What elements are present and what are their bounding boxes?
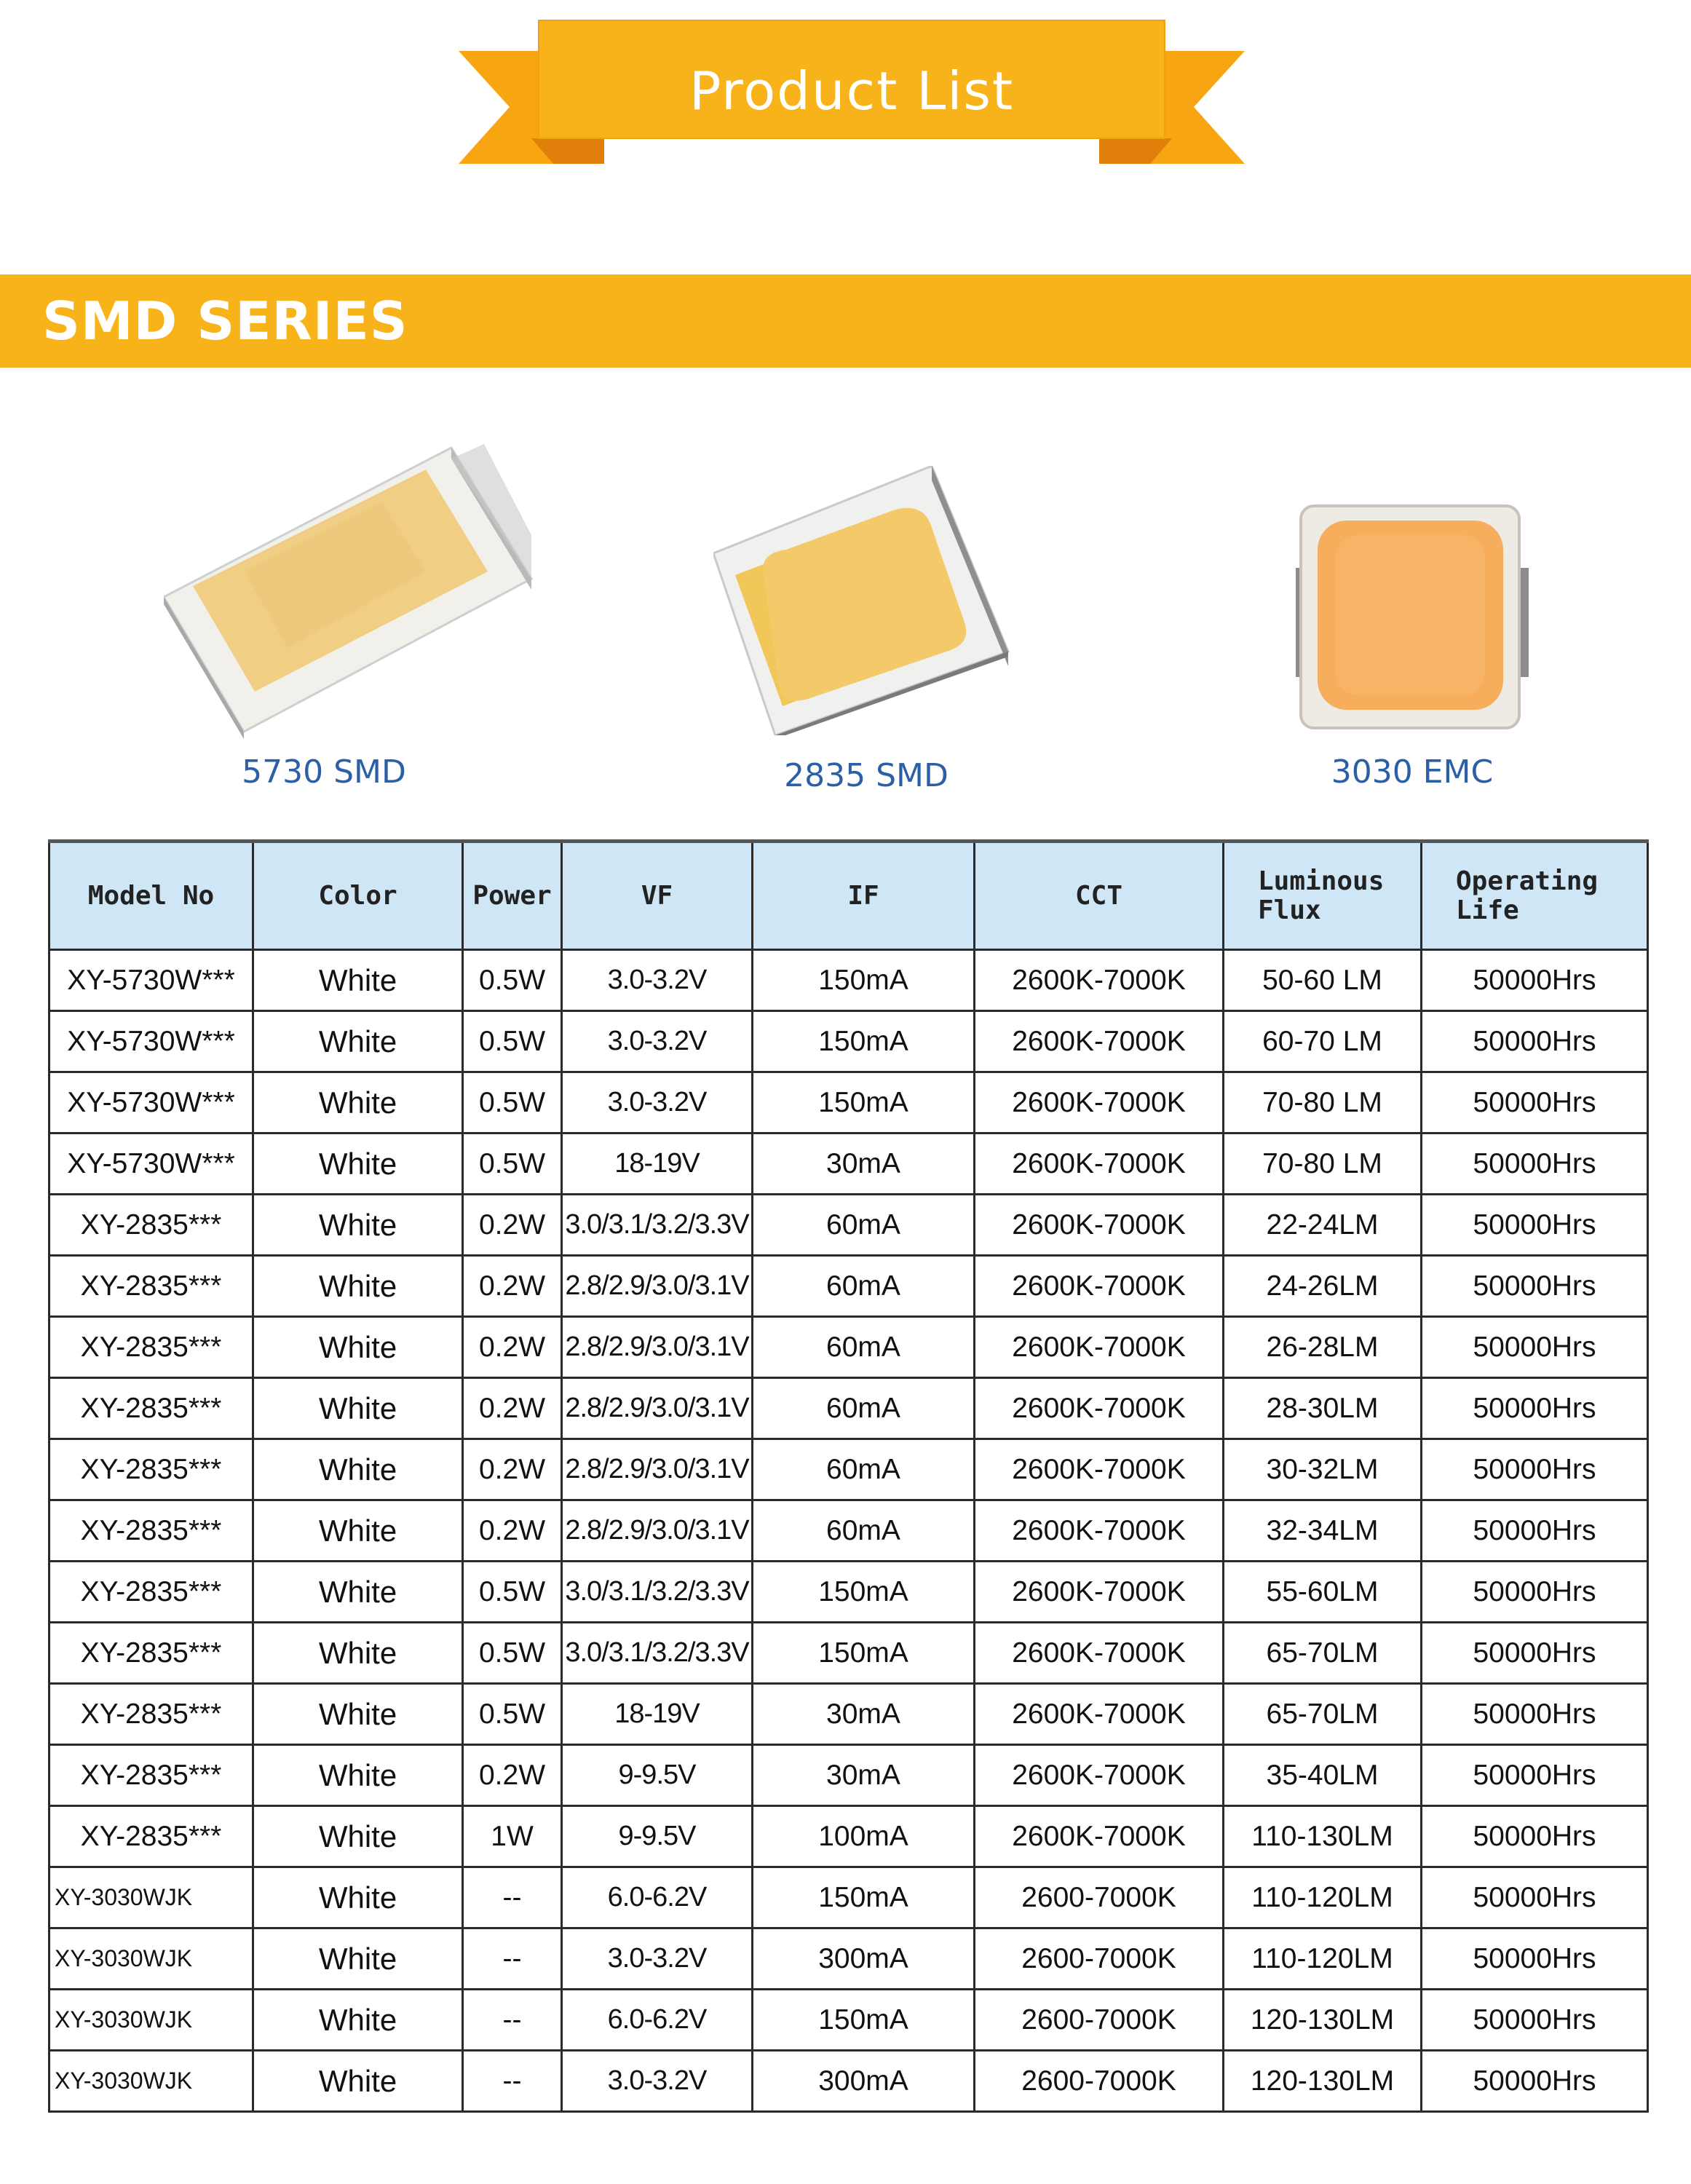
header-vf: VF	[562, 842, 753, 950]
cell-color: White	[253, 1990, 463, 2051]
cell-power: 0.5W	[463, 1623, 562, 1684]
cell-model: XY-2835***	[49, 1256, 253, 1317]
cell-if: 30mA	[753, 1745, 975, 1806]
cell-model: XY-3030WJK	[49, 1867, 253, 1928]
table-row	[49, 1011, 1648, 1072]
cell-power: 0.2W	[463, 1317, 562, 1378]
cell-cct: 2600K-7000K	[975, 1011, 1224, 1072]
cell-operating-life: 50000Hrs	[1422, 1439, 1648, 1500]
cell-vf: 2.8/2.9/3.0/3.1V	[562, 1378, 753, 1439]
cell-vf: 3.0-3.2V	[562, 1011, 753, 1072]
cell-operating-life: 50000Hrs	[1422, 1684, 1648, 1745]
cell-vf: 9-9.5V	[562, 1745, 753, 1806]
led-3030-image	[1292, 502, 1532, 735]
cell-color: White	[253, 1867, 463, 1928]
cell-color: White	[253, 1806, 463, 1867]
cell-if: 300mA	[753, 1928, 975, 1990]
cell-cct: 2600K-7000K	[975, 1623, 1224, 1684]
cell-cct: 2600K-7000K	[975, 1133, 1224, 1195]
product-2835	[713, 466, 1012, 794]
cell-vf: 2.8/2.9/3.0/3.1V	[562, 1317, 753, 1378]
cell-vf: 9-9.5V	[562, 1806, 753, 1867]
cell-cct: 2600K-7000K	[975, 1439, 1224, 1500]
table-row	[49, 1562, 1648, 1623]
cell-color: White	[253, 1378, 463, 1439]
cell-model: XY-3030WJK	[49, 1928, 253, 1990]
cell-model: XY-5730W***	[49, 1133, 253, 1195]
cell-if: 150mA	[753, 950, 975, 1011]
table-row	[49, 1133, 1648, 1195]
table-row	[49, 950, 1648, 1011]
cell-vf: 3.0/3.1/3.2/3.3V	[562, 1562, 753, 1623]
cell-vf: 2.8/2.9/3.0/3.1V	[562, 1256, 753, 1317]
cell-luminous-flux: 110-120LM	[1224, 1928, 1422, 1990]
cell-cct: 2600K-7000K	[975, 1072, 1224, 1133]
cell-if: 30mA	[753, 1684, 975, 1745]
table-row	[49, 1378, 1648, 1439]
cell-model: XY-5730W***	[49, 950, 253, 1011]
cell-power: 0.2W	[463, 1195, 562, 1256]
cell-if: 60mA	[753, 1256, 975, 1317]
cell-vf: 6.0-6.2V	[562, 1990, 753, 2051]
cell-luminous-flux: 26-28LM	[1224, 1317, 1422, 1378]
cell-model: XY-2835***	[49, 1378, 253, 1439]
cell-model: XY-2835***	[49, 1439, 253, 1500]
table-row	[49, 1806, 1648, 1867]
cell-color: White	[253, 1439, 463, 1500]
cell-vf: 3.0-3.2V	[562, 950, 753, 1011]
cell-cct: 2600K-7000K	[975, 1317, 1224, 1378]
cell-operating-life: 50000Hrs	[1422, 1928, 1648, 1990]
cell-operating-life: 50000Hrs	[1422, 1623, 1648, 1684]
cell-power: 0.2W	[463, 1500, 562, 1562]
cell-vf: 2.8/2.9/3.0/3.1V	[562, 1439, 753, 1500]
cell-model: XY-5730W***	[49, 1072, 253, 1133]
cell-color: White	[253, 1623, 463, 1684]
cell-operating-life: 50000Hrs	[1422, 1867, 1648, 1928]
cell-if: 150mA	[753, 1623, 975, 1684]
cell-luminous-flux: 28-30LM	[1224, 1378, 1422, 1439]
table-row	[49, 1867, 1648, 1928]
cell-if: 60mA	[753, 1500, 975, 1562]
table-row	[49, 1990, 1648, 2051]
spec-table	[48, 839, 1649, 2113]
cell-operating-life: 50000Hrs	[1422, 2051, 1648, 2112]
cell-operating-life: 50000Hrs	[1422, 1256, 1648, 1317]
cell-operating-life: 50000Hrs	[1422, 1317, 1648, 1378]
cell-vf: 18-19V	[562, 1684, 753, 1745]
cell-cct: 2600K-7000K	[975, 1745, 1224, 1806]
cell-luminous-flux: 120-130LM	[1224, 1990, 1422, 2051]
cell-power: 0.5W	[463, 1011, 562, 1072]
cell-color: White	[253, 1317, 463, 1378]
cell-luminous-flux: 24-26LM	[1224, 1256, 1422, 1317]
header-operating-life: Operating Life	[1422, 842, 1648, 950]
cell-if: 30mA	[753, 1133, 975, 1195]
cell-color: White	[253, 1011, 463, 1072]
cell-cct: 2600-7000K	[975, 2051, 1224, 2112]
cell-if: 100mA	[753, 1806, 975, 1867]
product-label-3030: 3030 EMC	[1331, 753, 1494, 791]
table-body	[49, 950, 1648, 2112]
cell-operating-life: 50000Hrs	[1422, 1745, 1648, 1806]
cell-cct: 2600K-7000K	[975, 950, 1224, 1011]
cell-vf: 3.0/3.1/3.2/3.3V	[562, 1195, 753, 1256]
led-5730-image	[164, 440, 542, 739]
cell-luminous-flux: 110-130LM	[1224, 1806, 1422, 1867]
cell-luminous-flux: 50-60 LM	[1224, 950, 1422, 1011]
cell-cct: 2600K-7000K	[975, 1500, 1224, 1562]
cell-power: 0.5W	[463, 950, 562, 1011]
cell-if: 150mA	[753, 1867, 975, 1928]
cell-cct: 2600-7000K	[975, 1990, 1224, 2051]
cell-power: 1W	[463, 1806, 562, 1867]
cell-model: XY-3030WJK	[49, 2051, 253, 2112]
cell-operating-life: 50000Hrs	[1422, 1806, 1648, 1867]
cell-model: XY-2835***	[49, 1317, 253, 1378]
cell-luminous-flux: 35-40LM	[1224, 1745, 1422, 1806]
cell-model: XY-2835***	[49, 1195, 253, 1256]
cell-model: XY-5730W***	[49, 1011, 253, 1072]
cell-luminous-flux: 65-70LM	[1224, 1684, 1422, 1745]
cell-power: 0.2W	[463, 1439, 562, 1500]
cell-power: --	[463, 2051, 562, 2112]
cell-vf: 18-19V	[562, 1133, 753, 1195]
cell-if: 60mA	[753, 1317, 975, 1378]
cell-color: White	[253, 1928, 463, 1990]
cell-if: 300mA	[753, 2051, 975, 2112]
cell-cct: 2600K-7000K	[975, 1195, 1224, 1256]
cell-cct: 2600K-7000K	[975, 1562, 1224, 1623]
cell-if: 60mA	[753, 1195, 975, 1256]
cell-operating-life: 50000Hrs	[1422, 1195, 1648, 1256]
cell-color: White	[253, 950, 463, 1011]
cell-model: XY-2835***	[49, 1684, 253, 1745]
led-2835-image	[713, 466, 1012, 735]
table-row	[49, 1439, 1648, 1500]
cell-color: White	[253, 1745, 463, 1806]
table-row	[49, 1745, 1648, 1806]
cell-model: XY-2835***	[49, 1623, 253, 1684]
section-title: SMD SERIES	[42, 290, 408, 352]
cell-cct: 2600K-7000K	[975, 1378, 1224, 1439]
table-row	[49, 1928, 1648, 1990]
cell-cct: 2600K-7000K	[975, 1256, 1224, 1317]
cell-luminous-flux: 120-130LM	[1224, 2051, 1422, 2112]
table-row	[49, 1072, 1648, 1133]
product-label-5730: 5730 SMD	[242, 753, 406, 791]
table-row	[49, 2051, 1648, 2112]
cell-cct: 2600-7000K	[975, 1928, 1224, 1990]
cell-operating-life: 50000Hrs	[1422, 1133, 1648, 1195]
cell-vf: 3.0-3.2V	[562, 2051, 753, 2112]
header-if: IF	[753, 842, 975, 950]
table-row	[49, 1500, 1648, 1562]
cell-color: White	[253, 1195, 463, 1256]
table-row	[49, 1256, 1648, 1317]
table-row	[49, 1317, 1648, 1378]
cell-if: 150mA	[753, 1990, 975, 2051]
cell-operating-life: 50000Hrs	[1422, 1990, 1648, 2051]
cell-power: --	[463, 1990, 562, 2051]
cell-power: 0.2W	[463, 1378, 562, 1439]
cell-luminous-flux: 22-24LM	[1224, 1195, 1422, 1256]
header-color: Color	[253, 842, 463, 950]
cell-operating-life: 50000Hrs	[1422, 1562, 1648, 1623]
cell-cct: 2600-7000K	[975, 1867, 1224, 1928]
cell-operating-life: 50000Hrs	[1422, 1011, 1648, 1072]
cell-color: White	[253, 1256, 463, 1317]
product-list-banner	[459, 15, 1245, 182]
cell-color: White	[253, 1072, 463, 1133]
cell-model: XY-2835***	[49, 1562, 253, 1623]
cell-model: XY-3030WJK	[49, 1990, 253, 2051]
product-5730	[164, 440, 542, 791]
cell-if: 150mA	[753, 1562, 975, 1623]
cell-operating-life: 50000Hrs	[1422, 1378, 1648, 1439]
cell-if: 150mA	[753, 1072, 975, 1133]
cell-vf: 3.0-3.2V	[562, 1072, 753, 1133]
cell-power: 0.2W	[463, 1745, 562, 1806]
cell-cct: 2600K-7000K	[975, 1684, 1224, 1745]
header-power: Power	[463, 842, 562, 950]
cell-color: White	[253, 1562, 463, 1623]
header-cct: CCT	[975, 842, 1224, 950]
cell-operating-life: 50000Hrs	[1422, 1072, 1648, 1133]
cell-model: XY-2835***	[49, 1500, 253, 1562]
cell-power: --	[463, 1867, 562, 1928]
cell-power: 0.5W	[463, 1072, 562, 1133]
cell-power: 0.5W	[463, 1684, 562, 1745]
cell-power: --	[463, 1928, 562, 1990]
cell-vf: 6.0-6.2V	[562, 1867, 753, 1928]
cell-luminous-flux: 65-70LM	[1224, 1623, 1422, 1684]
cell-color: White	[253, 1500, 463, 1562]
table-row	[49, 1195, 1648, 1256]
cell-if: 60mA	[753, 1439, 975, 1500]
cell-power: 0.2W	[463, 1256, 562, 1317]
cell-luminous-flux: 55-60LM	[1224, 1562, 1422, 1623]
cell-power: 0.5W	[463, 1562, 562, 1623]
cell-luminous-flux: 60-70 LM	[1224, 1011, 1422, 1072]
cell-model: XY-2835***	[49, 1745, 253, 1806]
cell-model: XY-2835***	[49, 1806, 253, 1867]
cell-vf: 3.0-3.2V	[562, 1928, 753, 1990]
header-model-no: Model No	[49, 842, 253, 950]
cell-if: 60mA	[753, 1378, 975, 1439]
cell-luminous-flux: 32-34LM	[1224, 1500, 1422, 1562]
cell-cct: 2600K-7000K	[975, 1806, 1224, 1867]
section-bar	[0, 274, 1691, 368]
product-3030	[1292, 502, 1532, 791]
cell-color: White	[253, 1133, 463, 1195]
table-row	[49, 1684, 1648, 1745]
cell-if: 150mA	[753, 1011, 975, 1072]
table-row	[49, 1623, 1648, 1684]
product-label-2835: 2835 SMD	[784, 757, 949, 794]
cell-luminous-flux: 110-120LM	[1224, 1867, 1422, 1928]
cell-operating-life: 50000Hrs	[1422, 950, 1648, 1011]
table-header-row	[49, 842, 1648, 950]
cell-color: White	[253, 1684, 463, 1745]
cell-luminous-flux: 30-32LM	[1224, 1439, 1422, 1500]
cell-power: 0.5W	[463, 1133, 562, 1195]
banner-title: Product List	[689, 60, 1015, 122]
header-luminous-flux: Luminous Flux	[1224, 842, 1422, 950]
cell-operating-life: 50000Hrs	[1422, 1500, 1648, 1562]
cell-luminous-flux: 70-80 LM	[1224, 1072, 1422, 1133]
cell-luminous-flux: 70-80 LM	[1224, 1133, 1422, 1195]
cell-color: White	[253, 2051, 463, 2112]
cell-vf: 3.0/3.1/3.2/3.3V	[562, 1623, 753, 1684]
cell-vf: 2.8/2.9/3.0/3.1V	[562, 1500, 753, 1562]
